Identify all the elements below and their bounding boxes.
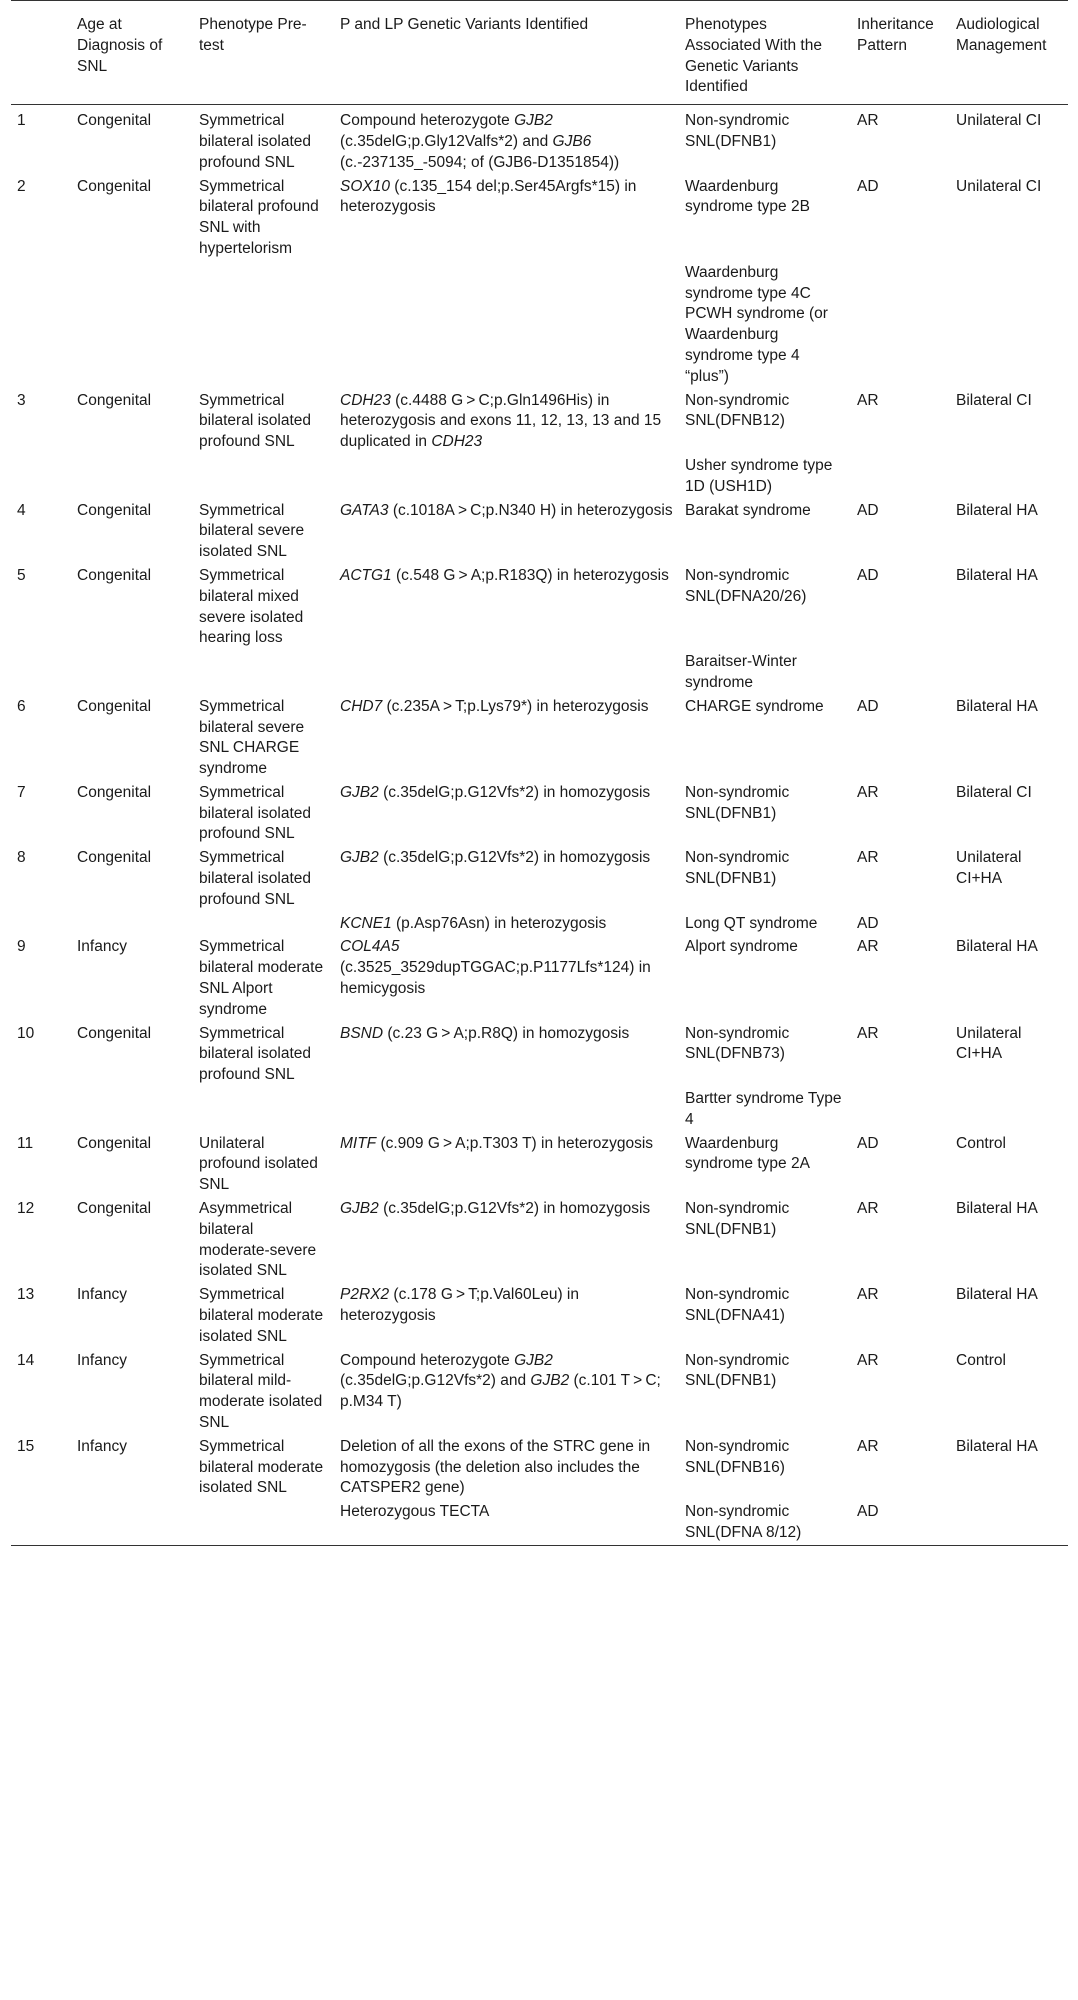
cell-associated-phenotype: Non-syndromic SNL(DFNA20/26) (685, 566, 807, 605)
cell-age: Congenital (77, 177, 152, 195)
cell-variant: KCNE1 (p.Asp76Asn) in heterozygosis (340, 914, 607, 932)
table-row (11, 454, 1068, 499)
data-table (11, 0, 1068, 1546)
cell-management: Unilateral CI (956, 177, 1042, 195)
cell-variant: Heterozygous TECTA (340, 1503, 490, 1521)
cell-management: Bilateral HA (956, 1437, 1038, 1455)
cell-management (950, 650, 1068, 695)
cell-phenotype-pretest: Symmetrical bilateral isolated profound SNL (199, 391, 312, 451)
table-row (11, 564, 1068, 650)
cell-management (950, 912, 1068, 936)
cell-management (950, 1087, 1068, 1132)
cell-age: Congenital (77, 566, 152, 584)
table-row (11, 389, 1068, 454)
cell-phenotype-pretest: Symmetrical bilateral moderate isolated SNL (199, 1437, 324, 1497)
table-row (11, 1022, 1068, 1087)
cell-inheritance: AD (857, 177, 879, 195)
cell-index: 10 (17, 1024, 35, 1042)
cell-variant (334, 1087, 679, 1132)
cell-associated-phenotype: Bartter syndrome Type 4 (685, 1090, 842, 1128)
cell-inheritance: AR (857, 938, 879, 956)
cell-variant: Compound heterozygote GJB2 (c.35delG;p.G12Vfs*2) and GJB2 (c.101 T > C; p.M34 T) (340, 1351, 661, 1411)
cell-variant: Deletion of all the exons of the STRC gene in homozygosis (the deletion also includes the CATSPER2 gene) (340, 1437, 651, 1497)
cell-age: Congenital (77, 1024, 152, 1042)
cell-management: Bilateral CI (956, 391, 1032, 409)
cell-associated-phenotype: Non-syndromic SNL(DFNA41) (685, 1286, 790, 1325)
cell-variant (334, 650, 679, 695)
cell-associated-phenotype: Baraitser-Winter syndrome (685, 653, 797, 691)
cell-management (950, 1500, 1068, 1545)
cell-index: 4 (17, 501, 26, 519)
cell-phenotype-pretest: Symmetrical bilateral isolated profound SNL (199, 783, 312, 843)
cell-inheritance (851, 650, 950, 695)
table-row (11, 175, 1068, 261)
cell-phenotype-pretest: Symmetrical bilateral severe isolated SNL (199, 501, 305, 561)
cell-index: 13 (17, 1286, 35, 1304)
cell-inheritance (851, 1087, 950, 1132)
cell-index (11, 650, 71, 695)
cell-age (71, 261, 193, 389)
cell-inheritance: AR (857, 1286, 879, 1304)
cell-associated-phenotype: Barakat syndrome (685, 501, 811, 519)
cell-phenotype-pretest (193, 1087, 334, 1132)
cell-inheritance: AR (857, 1200, 879, 1218)
cell-inheritance: AR (857, 1024, 879, 1042)
cell-age: Congenital (77, 391, 152, 409)
cell-inheritance: AD (857, 697, 879, 715)
table-row (11, 1087, 1068, 1132)
cell-phenotype-pretest: Symmetrical bilateral isolated profound SNL (199, 112, 312, 171)
table-row (11, 1283, 1068, 1348)
cell-age: Infancy (77, 1286, 127, 1304)
cell-management: Bilateral HA (956, 1200, 1038, 1218)
cell-associated-phenotype: Alport syndrome (685, 938, 798, 956)
table-row (11, 1500, 1068, 1545)
header-inheritance: Inheritance Pattern (857, 16, 934, 54)
cell-inheritance (851, 261, 950, 389)
cell-index: 9 (17, 938, 26, 956)
cell-age: Congenital (77, 1200, 152, 1218)
cell-associated-phenotype: Long QT syndrome (685, 914, 818, 932)
cell-index: 2 (17, 177, 26, 195)
cell-associated-phenotype: Non-syndromic SNL(DFNB73) (685, 1024, 790, 1063)
header-index (11, 1, 71, 105)
cell-management: Control (956, 1351, 1006, 1369)
cell-associated-phenotype: Non-syndromic SNL(DFNB16) (685, 1437, 790, 1476)
cell-management: Bilateral HA (956, 697, 1038, 715)
cell-management: Bilateral HA (956, 938, 1038, 956)
cell-management: Unilateral CI (956, 112, 1042, 130)
cell-associated-phenotype: Non-syndromic SNL(DFNA 8/12) (685, 1503, 802, 1541)
cell-management: Bilateral CI (956, 783, 1032, 801)
cell-age (71, 454, 193, 499)
cell-phenotype-pretest: Symmetrical bilateral moderate isolated SNL (199, 1286, 324, 1345)
cell-phenotype-pretest (193, 1500, 334, 1545)
cell-phenotype-pretest (193, 261, 334, 389)
cell-variant: SOX10 (c.135_154 del;p.Ser45Argfs*15) in heterozygosis (340, 177, 637, 216)
cell-phenotype-pretest: Symmetrical bilateral isolated profound SNL (199, 849, 312, 908)
cell-age (71, 912, 193, 936)
cell-index (11, 1500, 71, 1545)
table-row (11, 105, 1068, 175)
cell-index: 14 (17, 1351, 35, 1369)
cell-index: 7 (17, 783, 26, 801)
cell-inheritance: AR (857, 391, 879, 409)
table-row (11, 781, 1068, 846)
table-row (11, 1435, 1068, 1500)
cell-index: 3 (17, 391, 26, 409)
cell-age: Congenital (77, 783, 152, 801)
table-row (11, 912, 1068, 936)
cell-management (950, 261, 1068, 389)
header-associated-phenotypes: Phenotypes Associated With the Genetic Variants Identified (685, 16, 822, 96)
cell-inheritance: AR (857, 112, 879, 130)
table-row (11, 935, 1068, 1021)
cell-index: 8 (17, 849, 26, 867)
cell-age: Congenital (77, 1134, 152, 1152)
cell-index (11, 261, 71, 389)
cell-phenotype-pretest: Symmetrical bilateral moderate SNL Alport syndrome (199, 938, 324, 1018)
table-row (11, 1132, 1068, 1197)
cell-age (71, 1087, 193, 1132)
header-management: Audiological Management (956, 16, 1047, 54)
cell-associated-phenotype: Waardenburg syndrome type 4C PCWH syndrome (or Waardenburg syndrome type 4 “plus”) (685, 263, 828, 385)
cell-inheritance: AD (857, 501, 879, 519)
cell-age: Infancy (77, 1351, 127, 1369)
cell-variant: GJB2 (c.35delG;p.G12Vfs*2) in homozygosis (340, 1200, 651, 1218)
cell-management: Unilateral CI+HA (956, 849, 1022, 888)
cell-phenotype-pretest: Symmetrical bilateral severe SNL CHARGE syndrome (199, 697, 305, 778)
cell-index (11, 454, 71, 499)
cell-variant (334, 454, 679, 499)
cell-variant (334, 261, 679, 389)
table-row (11, 1349, 1068, 1435)
cell-associated-phenotype: Non-syndromic SNL(DFNB1) (685, 783, 790, 822)
cell-variant: P2RX2 (c.178 G > T;p.Val60Leu) in heterozygosis (340, 1286, 579, 1325)
table-row (11, 650, 1068, 695)
cell-inheritance: AD (857, 1134, 879, 1152)
cell-associated-phenotype: Non-syndromic SNL(DFNB1) (685, 112, 790, 150)
cell-phenotype-pretest: Unilateral profound isolated SNL (199, 1134, 318, 1194)
cell-variant: ACTG1 (c.548 G > A;p.R183Q) in heterozygosis (340, 566, 669, 584)
cell-age (71, 650, 193, 695)
cell-management: Unilateral CI+HA (956, 1024, 1022, 1063)
cell-associated-phenotype: Non-syndromic SNL(DFNB1) (685, 1200, 790, 1238)
cell-index (11, 1087, 71, 1132)
cell-inheritance: AR (857, 783, 879, 801)
cell-index: 5 (17, 566, 26, 584)
cell-age: Congenital (77, 112, 152, 130)
cell-phenotype-pretest: Symmetrical bilateral isolated profound SNL (199, 1024, 312, 1084)
header-variants: P and LP Genetic Variants Identified (340, 16, 589, 33)
cell-age: Congenital (77, 849, 152, 867)
cell-index: 6 (17, 697, 26, 715)
cell-management: Bilateral HA (956, 501, 1038, 519)
cell-age: Infancy (77, 938, 127, 956)
cell-inheritance (851, 454, 950, 499)
table-row (11, 261, 1068, 389)
cell-variant: CHD7 (c.235A > T;p.Lys79*) in heterozygosis (340, 697, 649, 715)
cell-phenotype-pretest: Symmetrical bilateral profound SNL with hypertelorism (199, 177, 319, 257)
cell-variant: GATA3 (c.1018A > C;p.N340 H) in heterozygosis (340, 501, 673, 519)
cell-index: 1 (17, 112, 26, 130)
cell-index: 15 (17, 1437, 35, 1455)
cell-management: Bilateral HA (956, 1286, 1038, 1304)
cell-inheritance: AR (857, 849, 879, 867)
header-phenotype-pretest: Phenotype Pre-test (199, 16, 307, 54)
table-row (11, 846, 1068, 911)
cell-phenotype-pretest: Asymmetrical bilateral moderate-severe isolated SNL (199, 1200, 317, 1280)
cell-inheritance: AR (857, 1437, 879, 1455)
cell-associated-phenotype: Usher syndrome type 1D (USH1D) (685, 456, 833, 495)
header-age: Age at Diagnosis of SNL (77, 16, 163, 75)
cell-index: 12 (17, 1200, 35, 1218)
cell-associated-phenotype: Waardenburg syndrome type 2A (685, 1134, 810, 1173)
cell-management: Control (956, 1134, 1006, 1152)
cell-variant: Compound heterozygote GJB2 (c.35delG;p.Gly12Valfs*2) and GJB6 (c.-237135_-5094; of (GJB6-D1351854)) (340, 112, 620, 171)
cell-index: 11 (17, 1134, 34, 1152)
cell-age: Infancy (77, 1437, 127, 1455)
cell-inheritance: AR (857, 1351, 879, 1369)
table-row (11, 1197, 1068, 1283)
table-row (11, 695, 1068, 781)
cell-management: Bilateral HA (956, 566, 1038, 584)
cell-phenotype-pretest: Symmetrical bilateral mild-moderate isolated SNL (199, 1351, 323, 1431)
cell-associated-phenotype: Waardenburg syndrome type 2B (685, 177, 810, 216)
cell-age: Congenital (77, 697, 152, 715)
cell-variant: BSND (c.23 G > A;p.R8Q) in homozygosis (340, 1024, 630, 1042)
table-row (11, 499, 1068, 564)
cell-phenotype-pretest (193, 912, 334, 936)
cell-age (71, 1500, 193, 1545)
cell-variant: CDH23 (c.4488 G > C;p.Gln1496His) in heterozygosis and exons 11, 12, 13, 13 and 15 duplicated in CDH23 (340, 391, 662, 451)
cell-phenotype-pretest (193, 650, 334, 695)
cell-associated-phenotype: Non-syndromic SNL(DFNB1) (685, 1351, 790, 1390)
header-row (11, 1, 1068, 105)
cell-phenotype-pretest (193, 454, 334, 499)
cell-variant: GJB2 (c.35delG;p.G12Vfs*2) in homozygosis (340, 849, 651, 867)
cell-index (11, 912, 71, 936)
cell-inheritance: AD (857, 566, 879, 584)
cell-variant: COL4A5 (c.3525_3529dupTGGAC;p.P1177Lfs*124) in hemicygosis (340, 938, 651, 998)
cell-variant: GJB2 (c.35delG;p.G12Vfs*2) in homozygosis (340, 783, 651, 801)
cell-variant: MITF (c.909 G > A;p.T303 T) in heterozygosis (340, 1134, 654, 1152)
cell-inheritance: AD (857, 914, 879, 932)
cell-associated-phenotype: Non-syndromic SNL(DFNB1) (685, 849, 790, 888)
cell-phenotype-pretest: Symmetrical bilateral mixed severe isolated hearing loss (199, 566, 304, 647)
cell-inheritance: AD (857, 1503, 879, 1521)
genetic-variants-table (11, 0, 1068, 1546)
cell-associated-phenotype: Non-syndromic SNL(DFNB12) (685, 391, 790, 430)
cell-associated-phenotype: CHARGE syndrome (685, 697, 824, 715)
cell-management (950, 454, 1068, 499)
cell-age: Congenital (77, 501, 152, 519)
